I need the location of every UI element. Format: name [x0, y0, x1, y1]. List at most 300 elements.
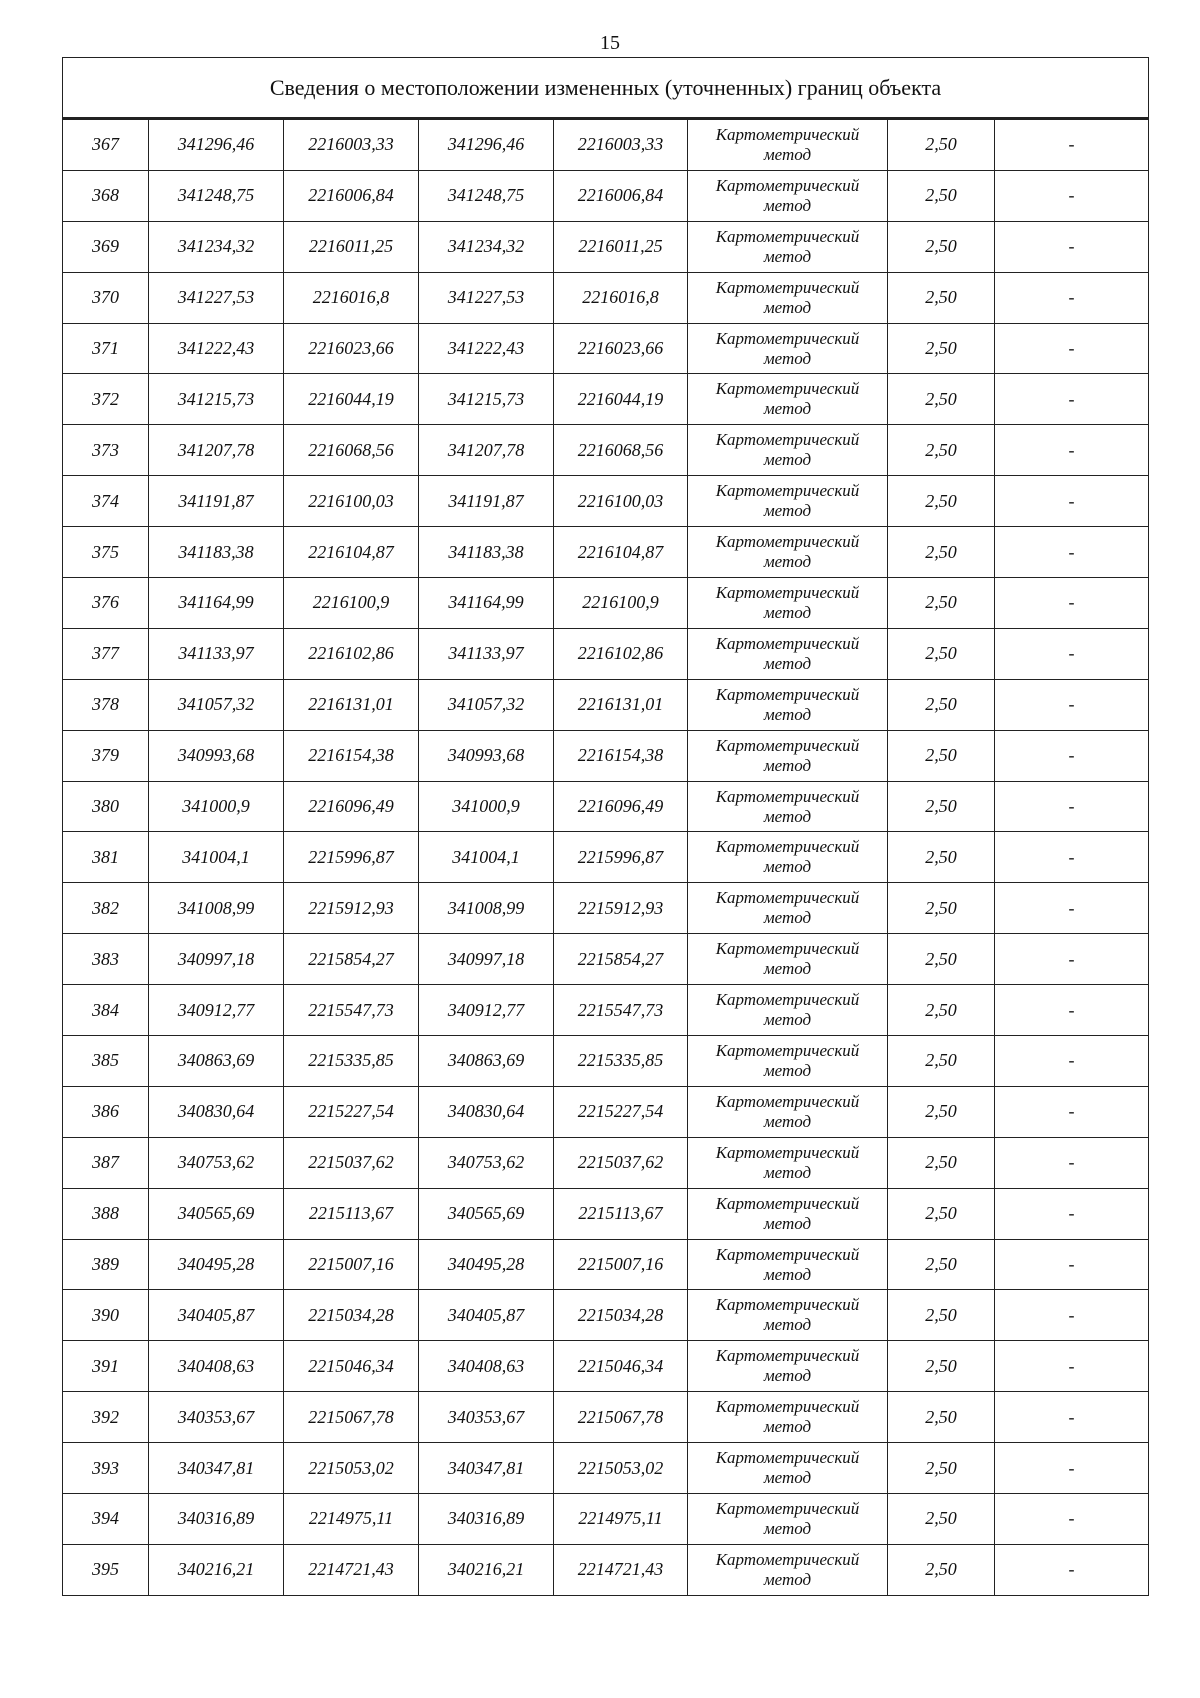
point-number-cell: 384 — [63, 985, 149, 1036]
existing-x-cell: 340347,81 — [149, 1443, 284, 1494]
accuracy-cell: 2,50 — [888, 527, 995, 578]
point-number-cell: 382 — [63, 883, 149, 934]
refined-x-cell: 340912,77 — [419, 985, 554, 1036]
method-line-1: Картометрический — [715, 786, 860, 806]
existing-x-cell: 340216,21 — [149, 1544, 284, 1595]
note-cell: - — [995, 425, 1149, 476]
refined-x-cell: 340495,28 — [419, 1239, 554, 1290]
method-line-2: метод — [763, 399, 812, 419]
existing-x-cell: 341000,9 — [149, 781, 284, 832]
table-row — [63, 119, 1149, 171]
accuracy-cell: 2,50 — [888, 374, 995, 425]
refined-y-cell: 2216154,38 — [554, 730, 688, 781]
method-line-1: Картометрический — [715, 328, 860, 348]
method-line-2: метод — [763, 1111, 812, 1131]
refined-x-cell: 340408,63 — [419, 1341, 554, 1392]
existing-y-cell: 2215547,73 — [284, 985, 419, 1036]
note-cell: - — [995, 374, 1149, 425]
method-line-2: метод — [763, 1315, 812, 1335]
existing-x-cell: 341133,97 — [149, 628, 284, 679]
refined-x-cell: 341057,32 — [419, 679, 554, 730]
note-cell: - — [995, 527, 1149, 578]
refined-y-cell: 2216102,86 — [554, 628, 688, 679]
existing-y-cell: 2215227,54 — [284, 1086, 419, 1137]
method-cell — [688, 119, 888, 171]
table-row — [63, 1494, 1149, 1545]
refined-y-cell: 2216096,49 — [554, 781, 688, 832]
method-line-1: Картометрический — [715, 1498, 860, 1518]
refined-y-cell: 2216131,01 — [554, 679, 688, 730]
method-line-2: метод — [763, 348, 812, 368]
existing-y-cell: 2214975,11 — [284, 1494, 419, 1545]
point-number-cell: 390 — [63, 1290, 149, 1341]
note-cell: - — [995, 985, 1149, 1036]
method-cell — [688, 425, 888, 476]
refined-y-cell: 2215113,67 — [554, 1188, 688, 1239]
method-line-1: Картометрический — [715, 1397, 860, 1417]
existing-y-cell: 2216011,25 — [284, 221, 419, 272]
method-line-2: метод — [763, 195, 812, 215]
existing-x-cell: 340863,69 — [149, 1036, 284, 1087]
note-cell: - — [995, 221, 1149, 272]
note-cell: - — [995, 1137, 1149, 1188]
refined-y-cell: 2216068,56 — [554, 425, 688, 476]
existing-x-cell: 341008,99 — [149, 883, 284, 934]
method-cell — [688, 1239, 888, 1290]
existing-x-cell: 341215,73 — [149, 374, 284, 425]
note-cell: - — [995, 679, 1149, 730]
refined-x-cell: 340405,87 — [419, 1290, 554, 1341]
refined-x-cell: 340830,64 — [419, 1086, 554, 1137]
method-line-1: Картометрический — [715, 1295, 860, 1315]
existing-x-cell: 340353,67 — [149, 1392, 284, 1443]
existing-x-cell: 341183,38 — [149, 527, 284, 578]
accuracy-cell: 2,50 — [888, 221, 995, 272]
table-row — [63, 374, 1149, 425]
method-line-1: Картометрический — [715, 1549, 860, 1569]
method-line-2: метод — [763, 1518, 812, 1538]
table-row — [63, 221, 1149, 272]
existing-x-cell: 341222,43 — [149, 323, 284, 374]
refined-y-cell: 2215996,87 — [554, 832, 688, 883]
table-row — [63, 578, 1149, 629]
accuracy-cell: 2,50 — [888, 883, 995, 934]
table-row — [63, 1188, 1149, 1239]
table-title: Сведения о местоположении измененных (уточненных) границ объекта — [63, 58, 1149, 119]
accuracy-cell: 2,50 — [888, 1544, 995, 1595]
existing-y-cell: 2216104,87 — [284, 527, 419, 578]
refined-x-cell: 341215,73 — [419, 374, 554, 425]
point-number-cell: 379 — [63, 730, 149, 781]
accuracy-cell: 2,50 — [888, 832, 995, 883]
existing-x-cell: 341248,75 — [149, 170, 284, 221]
accuracy-cell: 2,50 — [888, 1443, 995, 1494]
refined-y-cell: 2216100,9 — [554, 578, 688, 629]
accuracy-cell: 2,50 — [888, 170, 995, 221]
existing-x-cell: 341164,99 — [149, 578, 284, 629]
existing-y-cell: 2216100,9 — [284, 578, 419, 629]
point-number-cell: 373 — [63, 425, 149, 476]
accuracy-cell: 2,50 — [888, 1494, 995, 1545]
method-cell — [688, 578, 888, 629]
existing-y-cell: 2216068,56 — [284, 425, 419, 476]
point-number-cell: 385 — [63, 1036, 149, 1087]
accuracy-cell: 2,50 — [888, 272, 995, 323]
refined-y-cell: 2215007,16 — [554, 1239, 688, 1290]
refined-x-cell: 340353,67 — [419, 1392, 554, 1443]
accuracy-cell: 2,50 — [888, 1290, 995, 1341]
method-cell — [688, 170, 888, 221]
method-line-2: метод — [763, 806, 812, 826]
method-cell — [688, 1188, 888, 1239]
point-number-cell: 383 — [63, 934, 149, 985]
table-row — [63, 1544, 1149, 1595]
note-cell: - — [995, 1086, 1149, 1137]
existing-y-cell: 2215996,87 — [284, 832, 419, 883]
method-line-2: метод — [763, 144, 812, 164]
accuracy-cell: 2,50 — [888, 1086, 995, 1137]
existing-x-cell: 340912,77 — [149, 985, 284, 1036]
refined-x-cell: 340997,18 — [419, 934, 554, 985]
note-cell: - — [995, 1188, 1149, 1239]
refined-y-cell: 2214721,43 — [554, 1544, 688, 1595]
method-line-2: метод — [763, 501, 812, 521]
method-line-2: метод — [763, 704, 812, 724]
refined-x-cell: 341222,43 — [419, 323, 554, 374]
table-row — [63, 832, 1149, 883]
refined-x-cell: 341234,32 — [419, 221, 554, 272]
refined-y-cell: 2216023,66 — [554, 323, 688, 374]
refined-y-cell: 2216016,8 — [554, 272, 688, 323]
existing-y-cell: 2215046,34 — [284, 1341, 419, 1392]
point-number-cell: 377 — [63, 628, 149, 679]
refined-y-cell: 2215053,02 — [554, 1443, 688, 1494]
existing-y-cell: 2215037,62 — [284, 1137, 419, 1188]
method-line-2: метод — [763, 1010, 812, 1030]
refined-x-cell: 340753,62 — [419, 1137, 554, 1188]
existing-x-cell: 340997,18 — [149, 934, 284, 985]
existing-x-cell: 341004,1 — [149, 832, 284, 883]
point-number-cell: 376 — [63, 578, 149, 629]
existing-x-cell: 340830,64 — [149, 1086, 284, 1137]
existing-y-cell: 2216044,19 — [284, 374, 419, 425]
note-cell: - — [995, 119, 1149, 171]
accuracy-cell: 2,50 — [888, 1188, 995, 1239]
accuracy-cell: 2,50 — [888, 425, 995, 476]
note-cell: - — [995, 1239, 1149, 1290]
refined-y-cell: 2215912,93 — [554, 883, 688, 934]
method-line-1: Картометрический — [715, 379, 860, 399]
refined-y-cell: 2216003,33 — [554, 119, 688, 171]
accuracy-cell: 2,50 — [888, 1036, 995, 1087]
existing-y-cell: 2216154,38 — [284, 730, 419, 781]
refined-x-cell: 340863,69 — [419, 1036, 554, 1087]
existing-x-cell: 340316,89 — [149, 1494, 284, 1545]
note-cell: - — [995, 476, 1149, 527]
existing-x-cell: 341057,32 — [149, 679, 284, 730]
accuracy-cell: 2,50 — [888, 476, 995, 527]
point-number-cell: 380 — [63, 781, 149, 832]
note-cell: - — [995, 323, 1149, 374]
table-row — [63, 1239, 1149, 1290]
existing-x-cell: 340405,87 — [149, 1290, 284, 1341]
table-row — [63, 934, 1149, 985]
method-line-2: метод — [763, 1468, 812, 1488]
point-number-cell: 378 — [63, 679, 149, 730]
method-line-1: Картометрический — [715, 277, 860, 297]
method-cell — [688, 272, 888, 323]
method-line-1: Картометрический — [715, 1040, 860, 1060]
point-number-cell: 372 — [63, 374, 149, 425]
refined-y-cell: 2215037,62 — [554, 1137, 688, 1188]
method-line-1: Картометрический — [715, 1193, 860, 1213]
table-row — [63, 1036, 1149, 1087]
method-line-1: Картометрический — [715, 481, 860, 501]
method-line-1: Картометрический — [715, 1346, 860, 1366]
table-row — [63, 425, 1149, 476]
method-line-2: метод — [763, 602, 812, 622]
refined-y-cell: 2215547,73 — [554, 985, 688, 1036]
method-line-1: Картометрический — [715, 735, 860, 755]
point-number-cell: 389 — [63, 1239, 149, 1290]
point-number-cell: 371 — [63, 323, 149, 374]
note-cell: - — [995, 1036, 1149, 1087]
point-number-cell: 367 — [63, 119, 149, 171]
existing-x-cell: 341207,78 — [149, 425, 284, 476]
accuracy-cell: 2,50 — [888, 1392, 995, 1443]
note-cell: - — [995, 1494, 1149, 1545]
method-line-2: метод — [763, 653, 812, 673]
existing-y-cell: 2216100,03 — [284, 476, 419, 527]
method-line-1: Картометрический — [715, 633, 860, 653]
method-line-1: Картометрический — [715, 226, 860, 246]
refined-x-cell: 341164,99 — [419, 578, 554, 629]
refined-x-cell: 341296,46 — [419, 119, 554, 171]
existing-y-cell: 2215053,02 — [284, 1443, 419, 1494]
existing-y-cell: 2216096,49 — [284, 781, 419, 832]
boundary-table-container — [62, 57, 1148, 1596]
method-cell — [688, 1544, 888, 1595]
method-line-1: Картометрический — [715, 888, 860, 908]
accuracy-cell: 2,50 — [888, 679, 995, 730]
note-cell: - — [995, 628, 1149, 679]
method-line-2: метод — [763, 755, 812, 775]
refined-x-cell: 341183,38 — [419, 527, 554, 578]
method-line-2: метод — [763, 959, 812, 979]
existing-x-cell: 341234,32 — [149, 221, 284, 272]
point-number-cell: 374 — [63, 476, 149, 527]
refined-x-cell: 341004,1 — [419, 832, 554, 883]
table-row — [63, 679, 1149, 730]
refined-x-cell: 341133,97 — [419, 628, 554, 679]
note-cell: - — [995, 1443, 1149, 1494]
point-number-cell: 386 — [63, 1086, 149, 1137]
method-line-1: Картометрический — [715, 1448, 860, 1468]
method-line-2: метод — [763, 1417, 812, 1437]
note-cell: - — [995, 781, 1149, 832]
method-line-1: Картометрический — [715, 582, 860, 602]
point-number-cell: 369 — [63, 221, 149, 272]
point-number-cell: 388 — [63, 1188, 149, 1239]
table-row — [63, 527, 1149, 578]
refined-y-cell: 2215067,78 — [554, 1392, 688, 1443]
point-number-cell: 394 — [63, 1494, 149, 1545]
table-row — [63, 1392, 1149, 1443]
refined-x-cell: 341008,99 — [419, 883, 554, 934]
method-line-2: метод — [763, 908, 812, 928]
existing-y-cell: 2216102,86 — [284, 628, 419, 679]
refined-x-cell: 340347,81 — [419, 1443, 554, 1494]
note-cell: - — [995, 1544, 1149, 1595]
accuracy-cell: 2,50 — [888, 323, 995, 374]
table-row — [63, 170, 1149, 221]
method-line-2: метод — [763, 1162, 812, 1182]
method-line-2: метод — [763, 246, 812, 266]
method-line-1: Картометрический — [715, 1244, 860, 1264]
table-row — [63, 628, 1149, 679]
existing-y-cell: 2216003,33 — [284, 119, 419, 171]
table-row — [63, 985, 1149, 1036]
table-row — [63, 323, 1149, 374]
table-row — [63, 1443, 1149, 1494]
existing-x-cell: 341296,46 — [149, 119, 284, 171]
note-cell: - — [995, 1341, 1149, 1392]
existing-y-cell: 2215007,16 — [284, 1239, 419, 1290]
accuracy-cell: 2,50 — [888, 1137, 995, 1188]
method-line-1: Картометрический — [715, 430, 860, 450]
refined-x-cell: 341000,9 — [419, 781, 554, 832]
existing-y-cell: 2214721,43 — [284, 1544, 419, 1595]
method-line-1: Картометрический — [715, 124, 860, 144]
method-line-1: Картометрический — [715, 837, 860, 857]
point-number-cell: 392 — [63, 1392, 149, 1443]
refined-y-cell: 2215854,27 — [554, 934, 688, 985]
refined-y-cell: 2215046,34 — [554, 1341, 688, 1392]
existing-x-cell: 341227,53 — [149, 272, 284, 323]
note-cell: - — [995, 934, 1149, 985]
note-cell: - — [995, 578, 1149, 629]
table-row — [63, 883, 1149, 934]
method-line-1: Картометрический — [715, 1142, 860, 1162]
method-cell — [688, 730, 888, 781]
point-number-cell: 387 — [63, 1137, 149, 1188]
note-cell: - — [995, 1392, 1149, 1443]
table-row — [63, 781, 1149, 832]
refined-y-cell: 2215335,85 — [554, 1036, 688, 1087]
refined-y-cell: 2216044,19 — [554, 374, 688, 425]
point-number-cell: 375 — [63, 527, 149, 578]
method-cell — [688, 1086, 888, 1137]
point-number-cell: 370 — [63, 272, 149, 323]
method-cell — [688, 374, 888, 425]
method-cell — [688, 883, 888, 934]
accuracy-cell: 2,50 — [888, 578, 995, 629]
method-line-2: метод — [763, 1264, 812, 1284]
existing-y-cell: 2215034,28 — [284, 1290, 419, 1341]
existing-y-cell: 2216131,01 — [284, 679, 419, 730]
existing-y-cell: 2216006,84 — [284, 170, 419, 221]
note-cell: - — [995, 272, 1149, 323]
method-cell — [688, 781, 888, 832]
note-cell: - — [995, 883, 1149, 934]
table-body — [63, 119, 1149, 1596]
note-cell: - — [995, 1290, 1149, 1341]
accuracy-cell: 2,50 — [888, 628, 995, 679]
table-row — [63, 1137, 1149, 1188]
note-cell: - — [995, 170, 1149, 221]
method-line-2: метод — [763, 552, 812, 572]
accuracy-cell: 2,50 — [888, 1341, 995, 1392]
method-line-1: Картометрический — [715, 175, 860, 195]
method-line-2: метод — [763, 1060, 812, 1080]
point-number-cell: 381 — [63, 832, 149, 883]
method-cell — [688, 476, 888, 527]
method-cell — [688, 934, 888, 985]
refined-y-cell: 2215034,28 — [554, 1290, 688, 1341]
method-line-2: метод — [763, 450, 812, 470]
accuracy-cell: 2,50 — [888, 730, 995, 781]
existing-x-cell: 340753,62 — [149, 1137, 284, 1188]
table-row — [63, 476, 1149, 527]
method-cell — [688, 1341, 888, 1392]
refined-x-cell: 340565,69 — [419, 1188, 554, 1239]
point-number-cell: 393 — [63, 1443, 149, 1494]
method-cell — [688, 1290, 888, 1341]
existing-x-cell: 340565,69 — [149, 1188, 284, 1239]
method-cell — [688, 985, 888, 1036]
accuracy-cell: 2,50 — [888, 119, 995, 171]
method-cell — [688, 1392, 888, 1443]
table-row — [63, 1086, 1149, 1137]
existing-y-cell: 2215067,78 — [284, 1392, 419, 1443]
method-line-2: метод — [763, 1366, 812, 1386]
accuracy-cell: 2,50 — [888, 985, 995, 1036]
point-number-cell: 395 — [63, 1544, 149, 1595]
method-cell — [688, 1443, 888, 1494]
accuracy-cell: 2,50 — [888, 1239, 995, 1290]
existing-y-cell: 2215912,93 — [284, 883, 419, 934]
refined-x-cell: 341191,87 — [419, 476, 554, 527]
refined-x-cell: 340316,89 — [419, 1494, 554, 1545]
refined-y-cell: 2214975,11 — [554, 1494, 688, 1545]
table-row — [63, 272, 1149, 323]
table-row — [63, 1341, 1149, 1392]
method-line-2: метод — [763, 1569, 812, 1589]
accuracy-cell: 2,50 — [888, 781, 995, 832]
table-row — [63, 1290, 1149, 1341]
existing-x-cell: 341191,87 — [149, 476, 284, 527]
refined-y-cell: 2216100,03 — [554, 476, 688, 527]
boundary-coordinates-table — [62, 57, 1149, 1596]
existing-y-cell: 2216016,8 — [284, 272, 419, 323]
point-number-cell: 368 — [63, 170, 149, 221]
refined-x-cell: 341227,53 — [419, 272, 554, 323]
method-cell — [688, 1137, 888, 1188]
note-cell: - — [995, 832, 1149, 883]
method-cell — [688, 1494, 888, 1545]
refined-y-cell: 2216104,87 — [554, 527, 688, 578]
refined-x-cell: 340216,21 — [419, 1544, 554, 1595]
method-cell — [688, 221, 888, 272]
refined-y-cell: 2215227,54 — [554, 1086, 688, 1137]
method-line-1: Картометрический — [715, 939, 860, 959]
method-cell — [688, 323, 888, 374]
refined-x-cell: 341248,75 — [419, 170, 554, 221]
method-cell — [688, 527, 888, 578]
method-line-2: метод — [763, 1213, 812, 1233]
method-line-2: метод — [763, 857, 812, 877]
existing-x-cell: 340408,63 — [149, 1341, 284, 1392]
